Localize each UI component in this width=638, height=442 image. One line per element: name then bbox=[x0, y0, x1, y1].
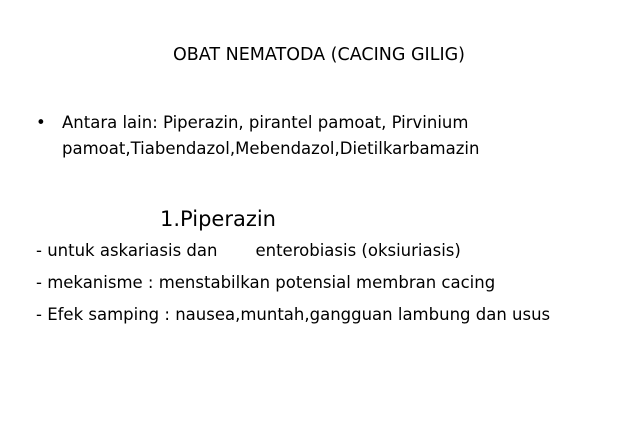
mechanism-line: - mekanisme : menstabilkan potensial membran cacing bbox=[36, 273, 496, 292]
bullet-list-item bbox=[36, 110, 616, 162]
indication-part-1: - untuk askariasis dan bbox=[36, 241, 218, 260]
subheading-piperazin: 1.Piperazin bbox=[160, 207, 276, 231]
indication-line bbox=[36, 238, 616, 264]
indication-part-2: enterobiasis (oksiuriasis) bbox=[255, 241, 461, 260]
bullet-dot-icon: • bbox=[36, 113, 46, 132]
drug-details bbox=[36, 238, 616, 334]
drug-list-text: Antara lain: Piperazin, pirantel pamoat, Pirvinium pamoat,Tiabendazol,Mebendazol,Dietilkarbamazin bbox=[62, 113, 480, 158]
side-effects-line: - Efek samping : nausea,muntah,gangguan lambung dan usus bbox=[36, 305, 551, 324]
slide-title: OBAT NEMATODA (CACING GILIG) bbox=[173, 45, 465, 65]
